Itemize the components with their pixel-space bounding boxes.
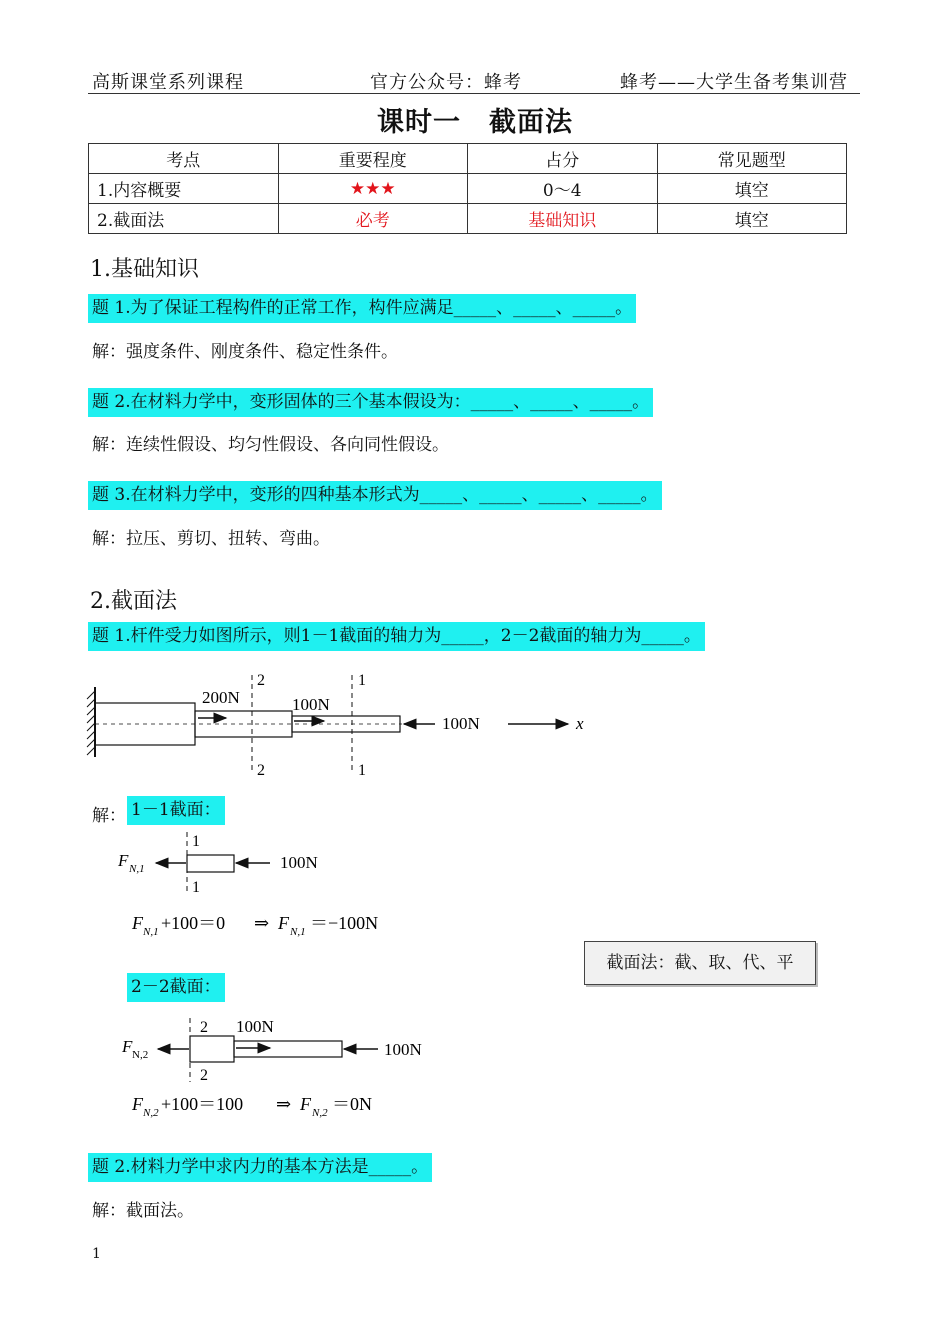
equation-1	[128, 908, 428, 938]
solution-label: 解：	[92, 806, 126, 826]
section-1-top-label: 1	[358, 672, 366, 689]
cell-type: 填空	[657, 204, 847, 234]
eq1-f-sub: N,1	[143, 926, 159, 938]
cut-1-heading: 1－1截面：	[127, 796, 225, 825]
eq1-left-rest: +100＝0	[161, 913, 226, 933]
cut-2-heading: 2－2截面：	[127, 973, 225, 1002]
question-2-1: 题 1.杆件受力如图所示，则1－1截面的轴力为_____，2－2截面的轴力为_____。	[88, 622, 705, 651]
eq2-f-sub: N,2	[143, 1107, 159, 1119]
cut-2-section-bottom: 2	[200, 1067, 208, 1084]
cell-importance: 必考	[278, 204, 468, 234]
question-2-2: 题 2.材料力学中求内力的基本方法是_____。	[88, 1153, 432, 1182]
col-header-topic: 考点	[89, 144, 279, 174]
cut-2-free-body-diagram	[110, 1012, 450, 1084]
header-account: 官方公众号：蜂考	[370, 72, 522, 93]
eq1-implies: ⇒	[254, 913, 270, 933]
question-1-2: 题 2.在材料力学中，变形固体的三个基本假设为：_____、_____、_____。	[88, 388, 653, 417]
answer-1-1: 解：强度条件、刚度条件、稳定性条件。	[92, 342, 398, 362]
eq2-f: F	[132, 1094, 143, 1114]
section-heading-basics: 1.基础知识	[90, 257, 199, 282]
fixed-wall	[87, 687, 95, 757]
bar-force-diagram	[80, 665, 620, 780]
eq2-left-rest: +100＝100	[161, 1094, 244, 1114]
cut-2-section-top: 2	[200, 1019, 208, 1036]
eq2-f-right-sub: N,2	[312, 1107, 328, 1119]
eq1-f-right-sub: N,1	[290, 926, 306, 938]
equation-2	[128, 1089, 428, 1119]
eq1-right-rest: ＝−100N	[310, 913, 379, 933]
cut-2-thin-bar	[234, 1041, 342, 1057]
cut-1-fn-label: F	[118, 851, 129, 870]
cut-1-fn-subscript: N,1	[129, 863, 145, 875]
section-1-bottom-label: 1	[358, 762, 366, 779]
eq2-right-rest: ＝0N	[332, 1094, 372, 1114]
cut-1-section-bottom: 1	[192, 879, 200, 896]
cell-topic: 2.截面法	[89, 204, 279, 234]
cut-1-section-top: 1	[192, 833, 200, 850]
x-axis-label: x	[576, 714, 584, 733]
section-2-top-label: 2	[257, 672, 265, 689]
cell-score: 0～4	[468, 174, 658, 204]
question-1-1: 题 1.为了保证工程构件的正常工作，构件应满足_____、_____、_____。	[88, 294, 636, 323]
header-slogan: 蜂考——大学生备考集训营	[620, 72, 848, 93]
section-heading-section-method: 2.截面法	[90, 589, 177, 614]
col-header-type: 常见题型	[657, 144, 847, 174]
key-points-table	[88, 143, 847, 234]
answer-1-2: 解：连续性假设、均匀性假设、各向同性假设。	[92, 435, 449, 455]
table-row	[89, 204, 847, 234]
force-100n-mid-label: 100N	[292, 695, 330, 714]
section-2-bottom-label: 2	[257, 762, 265, 779]
force-200n-label: 200N	[202, 688, 240, 707]
cell-topic: 1.内容概要	[89, 174, 279, 204]
page-title: 课时一 截面法	[377, 107, 573, 138]
cell-importance-stars: ★★★	[278, 174, 468, 204]
cut-2-fn-label: F	[122, 1037, 133, 1056]
cut-2-force-top-label: 100N	[236, 1017, 274, 1036]
page-number: 1	[92, 1246, 101, 1262]
table-row	[89, 174, 847, 204]
eq2-implies: ⇒	[276, 1094, 292, 1114]
eq2-f-right: F	[300, 1094, 311, 1114]
method-summary-box: 截面法：截、取、代、平	[584, 941, 816, 985]
force-100n-end-label: 100N	[442, 714, 480, 733]
cut-2-thick-bar	[190, 1036, 234, 1062]
eq1-f: F	[132, 913, 143, 933]
cut-1-bar	[187, 855, 234, 872]
eq1-f-right: F	[278, 913, 289, 933]
col-header-score: 占分	[468, 144, 658, 174]
header-divider	[88, 93, 860, 94]
cut-1-force-label: 100N	[280, 853, 318, 872]
question-1-3: 题 3.在材料力学中，变形的四种基本形式为_____、_____、_____、_____。	[88, 481, 662, 510]
cell-type: 填空	[657, 174, 847, 204]
header-course: 高斯课堂系列课程	[92, 72, 244, 93]
cut-1-free-body-diagram	[110, 828, 350, 898]
table-header-row	[89, 144, 847, 174]
cell-score: 基础知识	[468, 204, 658, 234]
cut-2-force-right-label: 100N	[384, 1040, 422, 1059]
answer-1-3: 解：拉压、剪切、扭转、弯曲。	[92, 529, 330, 549]
cut-2-fn-subscript: N,2	[132, 1049, 149, 1061]
col-header-importance: 重要程度	[278, 144, 468, 174]
answer-2-2: 解：截面法。	[92, 1201, 194, 1221]
